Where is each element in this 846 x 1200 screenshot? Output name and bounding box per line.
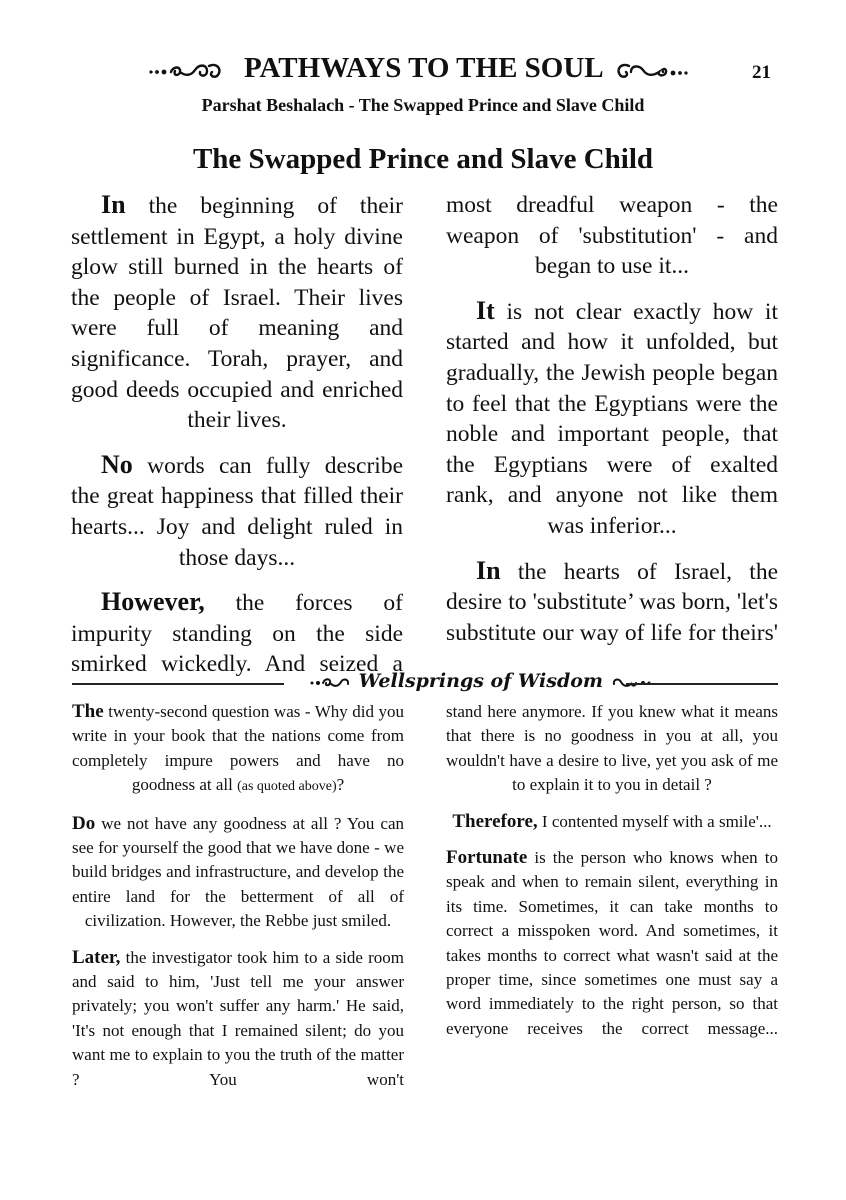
- article-title: The Swapped Prince and Slave Child: [192, 143, 654, 175]
- wellsprings-divider: [72, 672, 778, 694]
- article-left-column: [71, 190, 403, 694]
- wellsprings-right-column: [446, 700, 778, 1053]
- paragraph: stand here anymore. If you knew what it means that there is no goodness in you at all, you wouldn't have a desire to live, yet you ask of me to explain it to you in detail ?: [446, 702, 778, 795]
- scroll-ornament-small-left-icon: [308, 674, 352, 690]
- paragraph: It is not clear exactly how it started and how it unfolded, but gradually, the Jewish people began to feel that the Egyptians were the noble and important people, that the Egyptians were of exalted rank, and anyone not like them was inferior...: [446, 295, 778, 539]
- chapter-subtitle: Parshat Beshalach - The Swapped Prince and Slave Child: [201, 95, 645, 115]
- book-title: PATHWAYS TO THE SOUL: [243, 52, 603, 84]
- wellsprings-left-column: [72, 700, 404, 1104]
- paragraph: In the hearts of Israel, the desire to 'substitute’ was born, 'let's substitute our way of life for theirs': [446, 555, 778, 646]
- scroll-ornament-left-icon: [147, 58, 237, 82]
- citation-note: (as quoted above): [237, 779, 337, 795]
- divider-rule-left: [72, 683, 284, 685]
- scroll-ornament-right-icon: [609, 58, 699, 82]
- paragraph: most dreadful weapon - the weapon of 'substitution' - and began to use it...: [446, 192, 778, 280]
- scroll-ornament-small-right-icon: [610, 674, 654, 690]
- paragraph: However, the forces of impurity standing on the side smirked wickedly. And seized a: [71, 587, 403, 678]
- paragraph: Do we not have any goodness at all ? You can see for yourself the good that we have done - we build bridges and infrastructure, and develop the entire land for the betterment of all of civilization. However, the Rebbe just smiled.: [72, 812, 404, 931]
- paragraph: Later, the investigator took him to a side room and said to him, 'Just tell me your answer privately; you won't suffer any harm.' He said, 'It's not enough that I remained silent; do you want me to explain to you the truth of the matter ? You won't: [72, 946, 404, 1089]
- paragraph: The twenty-second question was - Why did you write in your book that the nations come from completely impure powers and have no goodness at all (as quoted above)?: [72, 701, 404, 795]
- divider-rule-right: [626, 683, 778, 685]
- paragraph: Fortunate is the person who knows when to speak and when to remain silent, everything in its time. Sometimes, it can take months to correct a misspoken word. And sometimes, it takes months to correct what wasn't said at the proper time, since sometimes one must say a word immediately to the right person, so that everyone receives the correct message...: [446, 847, 778, 1038]
- page-number: 21: [752, 62, 771, 83]
- paragraph: Therefore, I contented myself with a smile'...: [452, 810, 772, 832]
- running-header: [0, 52, 846, 92]
- book-title-line: [128, 52, 718, 85]
- wellsprings-heading: Wellsprings of Wisdom: [308, 670, 620, 692]
- paragraph: No words can fully describe the great happiness that filled their hearts... Joy and delight ruled in those days...: [71, 449, 403, 571]
- paragraph: In the beginning of their settlement in Egypt, a holy divine glow still burned in the hearts of the people of Israel. Their lives were full of meaning and significance. Torah, prayer, and good deeds occupied and enriched their lives.: [71, 190, 403, 434]
- article-right-column: [446, 190, 778, 662]
